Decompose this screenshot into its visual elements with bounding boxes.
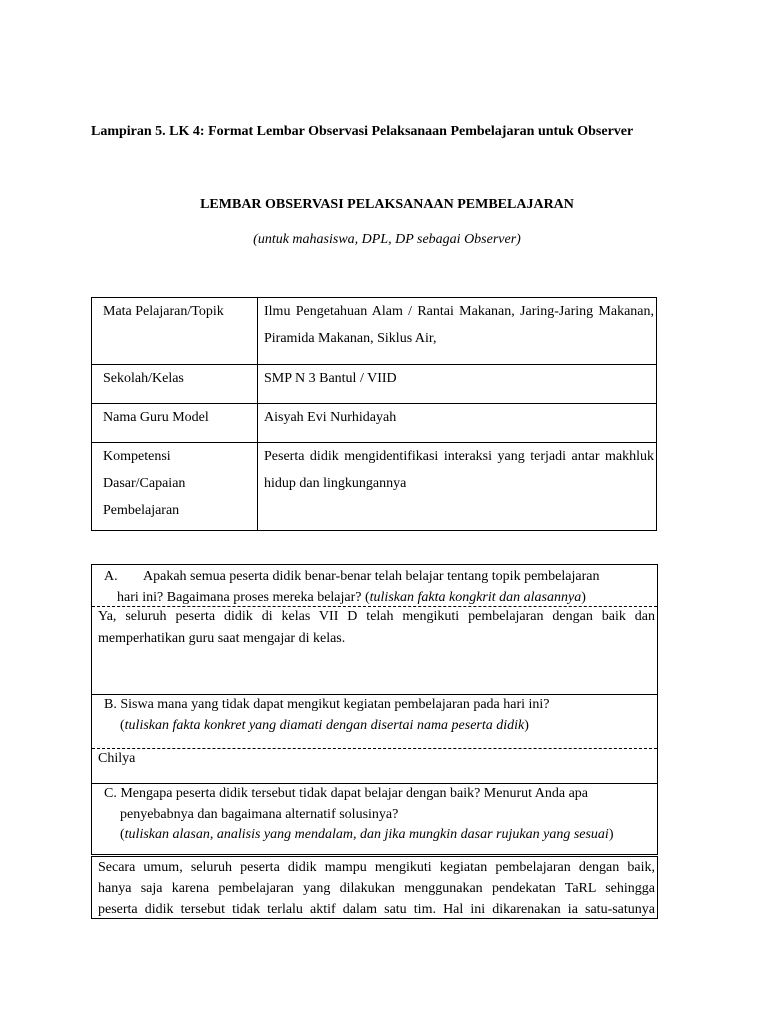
lampiran-title: Lampiran 5. LK 4: Format Lembar Observasi Pelaksanaan Pembelajaran untuk Observer — [91, 124, 634, 139]
section-c-q-italic: tuliskan alasan, analisis yang mendalam, dan jika mungkin dasar rujukan yang sesuai — [124, 827, 609, 842]
observation-box — [91, 564, 658, 855]
section-c-answer-line: peserta didik tersebut tidak terlalu aktif dalam satu tim. Hal ini dikarenakan ia satu-satunya — [98, 902, 655, 917]
section-c-question-line1: C. Mengapa peserta didik tersebut tidak dapat belajar dengan baik? Menurut Anda apa — [104, 786, 588, 801]
guru-value: Aisyah Evi Nurhidayah — [258, 404, 657, 443]
section-a-question-line1: Apakah semua peserta didik benar-benar telah belajar tentang topik pembelajaran — [143, 569, 600, 584]
section-c-question-line2: penyebabnya dan bagaimana alternatif solusinya? — [120, 807, 399, 822]
section-a-answer: Ya, seluruh peserta didik di kelas VII D telah mengikuti pembelajaran dengan baik dan memperhatikan guru saat mengajar di kelas. — [98, 609, 655, 646]
document-subtitle: (untuk mahasiswa, DPL, DP sebagai Observer) — [253, 232, 521, 247]
table-row — [92, 298, 657, 365]
section-a-letter: A. — [104, 569, 118, 584]
sekolah-value: SMP N 3 Bantul / VIID — [258, 365, 657, 404]
section-c-answer-line: hanya saja karena pembelajaran yang dilakukan menggunakan pendekatan TaRL sehingga — [98, 881, 655, 896]
section-b-q-close: ) — [524, 718, 529, 733]
section-c-answer-box — [91, 856, 658, 919]
info-table — [91, 297, 657, 531]
document-title: LEMBAR OBSERVASI PELAKSANAAN PEMBELAJARAN — [200, 197, 574, 212]
section-c-answer-line: Secara umum, seluruh peserta didik mampu mengikuti kegiatan pembelajaran dengan baik, — [98, 860, 655, 875]
section-b-question-line1: B. Siswa mana yang tidak dapat mengikut kegiatan pembelajaran pada hari ini? — [104, 697, 550, 712]
section-b-q-italic: tuliskan fakta konkret yang diamati dengan disertai nama peserta didik — [124, 718, 525, 733]
kd-label-line: Kompetensi — [103, 449, 171, 464]
table-row — [92, 365, 657, 404]
kd-label-line: Dasar/Capaian — [103, 476, 186, 491]
section-a-q-plain: hari ini? Bagaimana proses mereka belajar? ( — [117, 590, 370, 605]
kd-label-line: Pembelajaran — [103, 503, 180, 518]
section-b-answer: Chilya — [98, 751, 136, 766]
section-a-q-end: ) — [581, 590, 586, 605]
mapel-label: Mata Pelajaran/Topik — [92, 298, 258, 365]
kd-value: Peserta didik mengidentifikasi interaksi yang terjadi antar makhluk hidup dan lingkungannya — [258, 443, 657, 531]
section-c-q-close: ) — [608, 827, 614, 842]
section-c-q-open: ( — [120, 827, 125, 842]
section-c-question-line3 — [120, 824, 614, 845]
section-b-q-open: ( — [120, 718, 125, 733]
sekolah-label: Sekolah/Kelas — [92, 365, 258, 404]
kd-label — [92, 443, 258, 531]
section-a-q-italic: tuliskan fakta kongkrit dan alasannya — [369, 590, 582, 605]
section-b-question-line2 — [120, 715, 529, 736]
section-a-question-line2 — [117, 587, 586, 608]
guru-label: Nama Guru Model — [92, 404, 258, 443]
table-row — [92, 404, 657, 443]
table-row — [92, 443, 657, 531]
mapel-value: Ilmu Pengetahuan Alam / Rantai Makanan, Jaring-Jaring Makanan, Piramida Makanan, Siklus Air, — [258, 298, 657, 365]
